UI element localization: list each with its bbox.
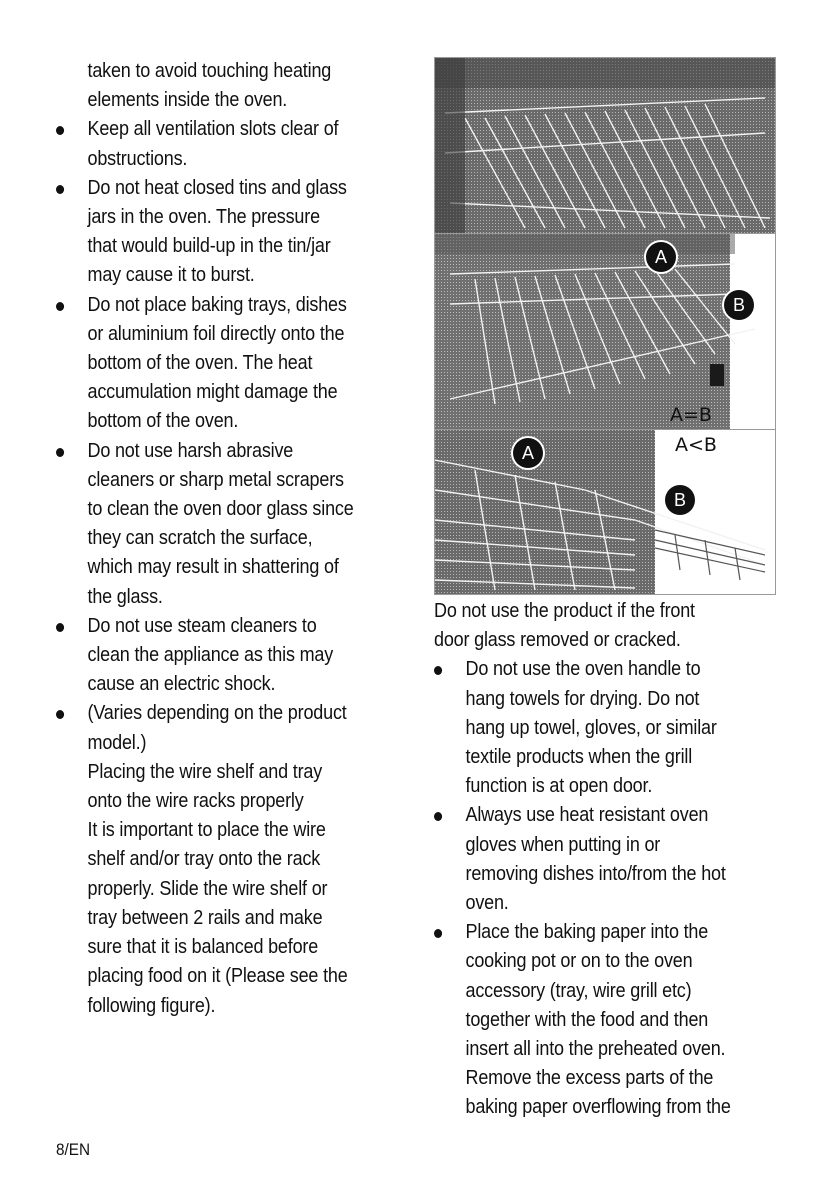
text-line: shelf and/or tray onto the rack	[87, 848, 321, 871]
text-line: Keep all ventilation slots clear of	[87, 118, 339, 141]
text-line: door glass removed or cracked.	[434, 629, 681, 652]
text-line: sure that it is balanced before	[87, 936, 319, 959]
figure-panel-middle	[434, 233, 776, 431]
text-line: bottom of the oven.	[87, 410, 239, 433]
text-line: Do not use the product if the front	[434, 600, 695, 622]
text-line: which may result in shattering of	[87, 556, 339, 579]
oven-shelf-illustration	[435, 430, 775, 594]
figure-panel-bottom	[434, 429, 776, 595]
bullet-item	[434, 918, 794, 1122]
text-line: onto the wire racks properly	[87, 790, 304, 813]
text-line: baking paper overflowing from the	[465, 1096, 731, 1119]
right-column	[434, 597, 794, 1123]
bullet-icon	[434, 929, 442, 938]
text-line: elements inside the oven.	[87, 89, 288, 112]
text-line: taken to avoid touching heating	[87, 60, 332, 82]
text-line: gloves when putting in or	[465, 833, 661, 856]
text-line: Do not use harsh abrasive	[87, 439, 294, 462]
text-line: or aluminium foil directly onto the	[87, 322, 345, 345]
text-line: Do not place baking trays, dishes	[87, 293, 347, 316]
text-line: the glass.	[87, 585, 163, 608]
bullet-icon	[434, 666, 442, 675]
bullet-icon	[56, 448, 64, 457]
bullet-item	[56, 699, 416, 1020]
less-than-label: A<B	[675, 434, 717, 456]
oven-shelf-illustration	[435, 234, 775, 430]
text-line: bottom of the oven. The heat	[87, 352, 313, 375]
text-line: may cause it to burst.	[87, 264, 255, 287]
text-line: function is at open door.	[465, 775, 653, 798]
text-line: Always use heat resistant oven	[465, 804, 709, 827]
intro-paragraph	[434, 597, 794, 655]
bullet-icon	[56, 623, 64, 632]
text-line: insert all into the preheated oven.	[465, 1038, 726, 1061]
text-line: cause an electric shock.	[87, 673, 276, 696]
text-line: oven.	[465, 892, 509, 915]
label-b-badge: B	[724, 290, 754, 320]
bullet-icon	[56, 185, 64, 194]
text-line: obstructions.	[87, 147, 188, 170]
text-line: removing dishes into/from the hot	[465, 862, 726, 885]
text-line: clean the appliance as this may	[87, 644, 334, 667]
bullet-item	[434, 801, 794, 918]
text-line: Do not use steam cleaners to	[87, 614, 317, 637]
text-line: they can scratch the surface,	[87, 527, 313, 550]
text-line: properly. Slide the wire shelf or	[87, 877, 328, 900]
text-line: textile products when the grill	[465, 746, 693, 769]
intro-paragraph	[56, 57, 416, 115]
label-b-badge: B	[665, 485, 695, 515]
page-number: 8/EN	[56, 1140, 91, 1159]
text-line: that would build-up in the tin/jar	[87, 235, 331, 258]
text-line: cooking pot or on to the oven	[465, 950, 693, 973]
bullet-icon	[56, 126, 64, 135]
label-a-badge: A	[513, 438, 543, 468]
label-a-badge: A	[646, 242, 676, 272]
text-line: accessory (tray, wire grill etc)	[465, 979, 692, 1002]
figure-panel-top	[434, 57, 776, 235]
text-line: hang up towel, gloves, or similar	[465, 716, 717, 739]
bullet-item	[434, 655, 794, 801]
text-line: Place the baking paper into the	[465, 921, 709, 944]
oven-shelf-illustration	[435, 58, 775, 234]
text-line: tray between 2 rails and make	[87, 906, 323, 929]
text-line: hang towels for drying. Do not	[465, 687, 700, 710]
text-line: Placing the wire shelf and tray	[87, 760, 323, 783]
bullet-icon	[56, 302, 64, 311]
text-line: placing food on it (Please see the	[87, 965, 348, 988]
bullet-icon	[434, 812, 442, 821]
text-line: together with the food and then	[465, 1008, 709, 1031]
bullet-item	[56, 612, 416, 700]
text-line: Remove the excess parts of the	[465, 1067, 714, 1090]
bullet-item	[56, 437, 416, 612]
bullet-item	[56, 291, 416, 437]
text-line: to clean the oven door glass since	[87, 498, 354, 521]
bullet-icon	[56, 710, 64, 719]
text-line: Do not use the oven handle to	[465, 658, 701, 681]
text-line: following figure).	[87, 994, 216, 1017]
text-line: It is important to place the wire	[87, 819, 326, 842]
text-line: Do not heat closed tins and glass	[87, 176, 347, 199]
bullet-item	[56, 115, 416, 173]
text-line: (Varies depending on the product	[87, 702, 347, 725]
bullet-item	[56, 174, 416, 291]
text-line: jars in the oven. The pressure	[87, 206, 320, 229]
text-line: model.)	[87, 731, 147, 754]
text-line: accumulation might damage the	[87, 381, 338, 404]
left-column	[56, 57, 416, 1021]
wire-shelf-figure	[434, 57, 776, 595]
text-line: cleaners or sharp metal scrapers	[87, 468, 344, 491]
equal-label: A=B	[670, 404, 712, 426]
